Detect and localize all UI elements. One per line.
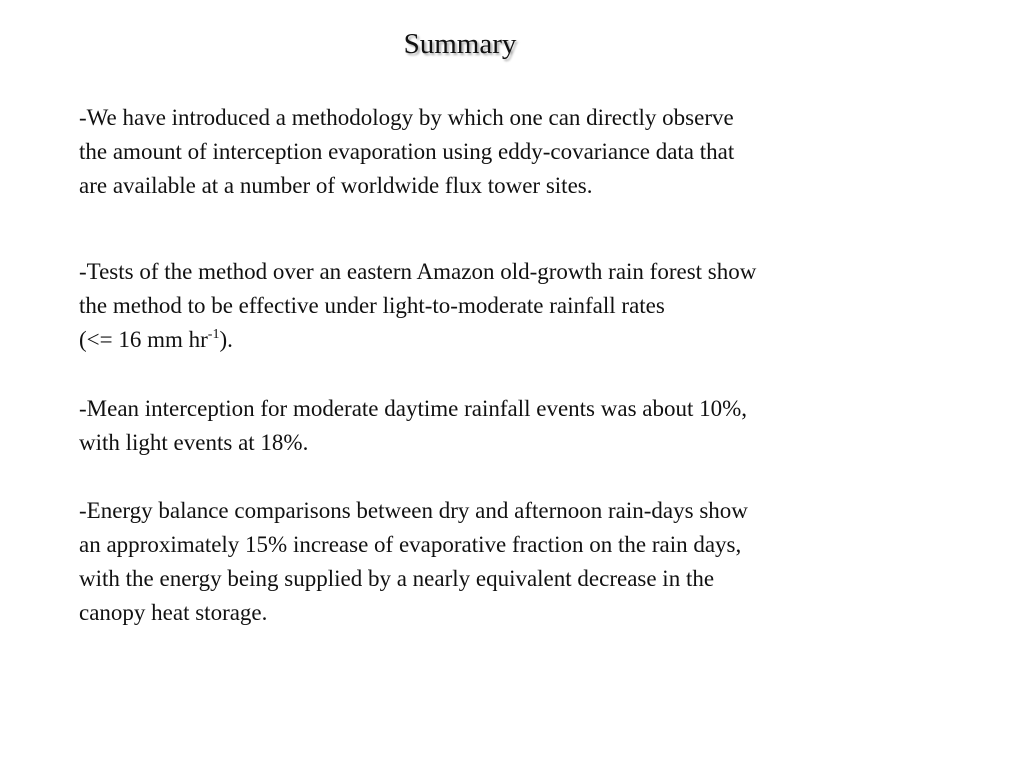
text-line: -Mean interception for moderate daytime rainfall events was about 10%, bbox=[79, 396, 748, 421]
slide-title: Summary bbox=[403, 28, 517, 60]
summary-point-methodology bbox=[79, 101, 939, 203]
text-line: -We have introduced a methodology by which one can directly observe bbox=[79, 105, 734, 130]
text-line: an approximately 15% increase of evaporative fraction on the rain days, bbox=[79, 532, 742, 557]
text-line: the method to be effective under light-to-moderate rainfall rates bbox=[79, 293, 665, 318]
text-line: with the energy being supplied by a nearly equivalent decrease in the bbox=[79, 566, 715, 591]
summary-point-interception bbox=[79, 392, 939, 460]
summary-point-tests bbox=[79, 255, 939, 357]
rainfall-rate-suffix: ). bbox=[219, 327, 233, 352]
rainfall-rate-line bbox=[79, 323, 939, 357]
rainfall-rate-text: (<= 16 mm hr bbox=[79, 327, 208, 352]
text-line: -Tests of the method over an eastern Amazon old-growth rain forest show bbox=[79, 259, 757, 284]
text-line: canopy heat storage. bbox=[79, 600, 268, 625]
text-line: -Energy balance comparisons between dry and afternoon rain-days show bbox=[79, 498, 748, 523]
rainfall-rate-exponent: -1 bbox=[207, 327, 220, 342]
text-line: the amount of interception evaporation using eddy-covariance data that bbox=[79, 139, 735, 164]
summary-point-energy-balance bbox=[79, 494, 939, 630]
text-line: with light events at 18%. bbox=[79, 430, 309, 455]
text-line: are available at a number of worldwide flux tower sites. bbox=[79, 173, 593, 198]
